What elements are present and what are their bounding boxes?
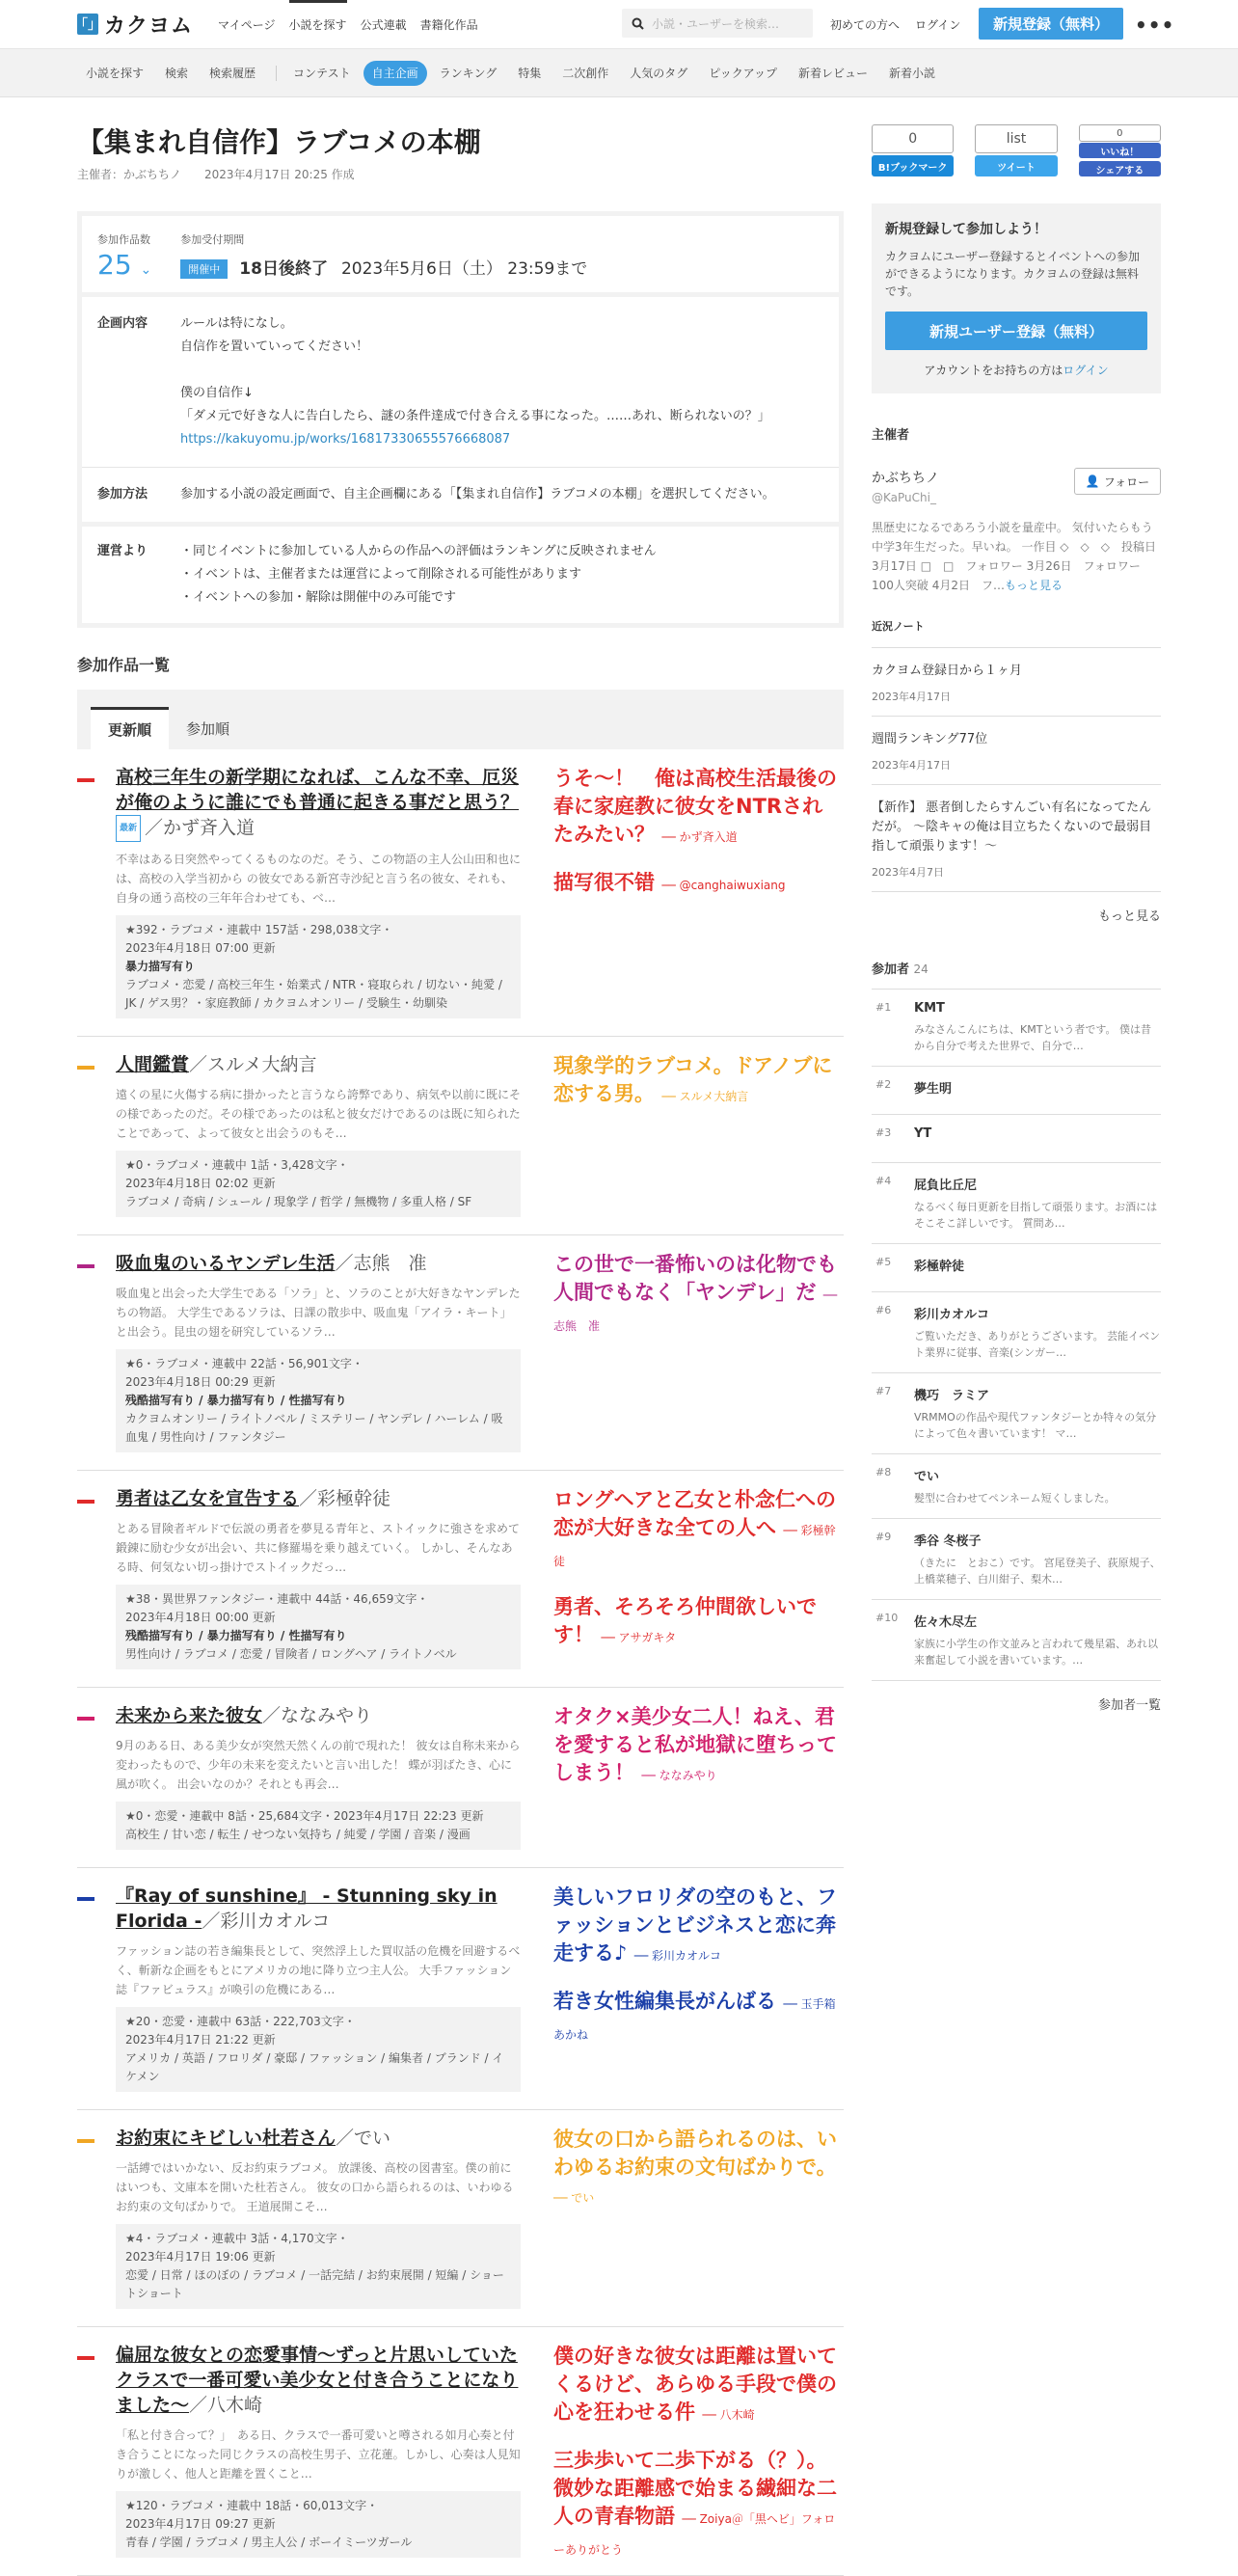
work-catchphrases bbox=[553, 2343, 843, 2564]
method-row bbox=[82, 468, 839, 522]
work-color-bar bbox=[77, 1066, 94, 1070]
nav-find-novels[interactable]: 小説を探す bbox=[289, 0, 347, 49]
work-author[interactable]: ／彩極幹徒 bbox=[299, 1488, 391, 1509]
participant-item[interactable] bbox=[872, 1373, 1161, 1454]
work-author[interactable]: ／でい bbox=[336, 2128, 391, 2149]
participant-name: 佐々木尽左 bbox=[914, 1615, 978, 1630]
work-meta: ★0・ラブコメ・連載中 1話・3,428文字・ 2023年4月18日 02:02 更新 ラブコメ / 奇病 / シュール / 現象学 / 哲学 / 無機物 / 多重人格 / SF bbox=[116, 1151, 521, 1217]
work-description: 9月のある日、ある美少女が突然天然くんの前で現れた！ 彼女は自称未来から変わったもので、少年の未来を変えたいと言い出した！ 蝶が羽ばたき、心に風が吹く。 出会いなのか？それとも再会… bbox=[116, 1739, 521, 1791]
work-description: 「私と付き合って？」 ある日、クラスで一番可愛いと噂される如月心奏と付き合うことになった同じクラスの高校生男子、立花蓮。しかし、心奏は人見知りが激しく、他人と距離を置くこと… bbox=[116, 2428, 521, 2481]
logo-text: カクヨム bbox=[104, 14, 194, 39]
subnav-ranking[interactable]: ランキング bbox=[439, 67, 498, 80]
organizer-link[interactable]: 主催者：かぶちちノ bbox=[77, 168, 182, 181]
share-buttons bbox=[872, 124, 1161, 184]
work-item bbox=[77, 2110, 844, 2327]
sub-nav bbox=[0, 49, 1238, 97]
host-card bbox=[872, 468, 1161, 595]
work-catchphrases bbox=[553, 1251, 843, 1341]
remaining: 18日後終了 bbox=[239, 259, 328, 279]
content-warning: 残酷描写有り / 暴力描写有り / 性描写有り bbox=[125, 1629, 347, 1642]
beginners-link[interactable]: 初めての方へ bbox=[830, 18, 901, 32]
tab-updated[interactable]: 更新順 bbox=[91, 707, 169, 749]
work-tags[interactable]: 青春 / 学園 / ラブコメ / 男主人公 / ボーイミーツガール bbox=[125, 2535, 413, 2549]
work-catchphrases bbox=[553, 765, 843, 900]
work-description: 吸血鬼と出会った大学生である「ソラ」と、ソラのことが大好きなヤンデレたちの物語。 大学生であるソラは、日課の散歩中、吸血鬼「アイラ・キート」と出会う。昆虫の翅を研究しているソラ… bbox=[116, 1287, 521, 1339]
work-catchphrases bbox=[553, 1052, 843, 1111]
main-column bbox=[77, 98, 844, 2576]
created-date: 2023年4月17日 20:25 作成 bbox=[204, 168, 355, 181]
note-date: 2023年4月17日 bbox=[872, 691, 951, 703]
participant-name: 夢生明 bbox=[914, 1082, 953, 1097]
notes-list bbox=[872, 648, 1161, 892]
subnav-tags[interactable]: 人気のタグ bbox=[630, 67, 688, 80]
catchphrase: 僕の好きな彼女は距離は置いてくるけど、あらゆる手段で僕の心を狂わせる件 ── 八木崎 bbox=[553, 2345, 837, 2424]
work-author[interactable]: ／八木崎 bbox=[189, 2395, 263, 2416]
nav-mypage[interactable]: マイページ bbox=[218, 17, 276, 32]
work-tags[interactable]: カクヨムオンリー / ライトノベル / ミステリー / ヤンデレ / ハーレム / 吸血鬼 / 男性向け / ファンタジー bbox=[125, 1412, 503, 1444]
subnav-fanfic[interactable]: 二次創作 bbox=[562, 67, 609, 80]
notes-heading: 近況ノート bbox=[872, 618, 1161, 648]
count-label: 参加作品数 bbox=[97, 233, 150, 246]
review-catchphrase: 勇者、そろそろ仲間欲しいです！ ── アサガキタ bbox=[553, 1595, 817, 1646]
work-item bbox=[77, 1471, 844, 1688]
subnav-pickup[interactable]: ピックアップ bbox=[709, 67, 777, 80]
ops-item: ・同じイベントに参加している人からの作品への評価はランキングに反映されません bbox=[180, 544, 657, 558]
new-badge: 最新 bbox=[116, 815, 141, 842]
participant-item[interactable] bbox=[872, 990, 1161, 1067]
work-meta: ★0・恋愛・連載中 8話・25,684文字・2023年4月17日 22:23 更新 高校生 / 甘い恋 / 転生 / せつない気持ち / 純愛 / 学園 / 音楽 / 漫画 bbox=[116, 1802, 521, 1850]
participant-name: KMT bbox=[914, 1001, 945, 1016]
catchphrase: 彼女の口から語られるのは、いわゆるお約束の文句ばかりで。 ── でい bbox=[553, 2128, 837, 2205]
work-tags[interactable]: アメリカ / 英語 / フロリダ / 豪邸 / ファッション / 編集者 / ブランド / イケメン bbox=[125, 2051, 504, 2083]
work-color-bar bbox=[77, 2356, 94, 2360]
participant-item[interactable] bbox=[872, 1292, 1161, 1373]
participant-name: 季谷 冬桜子 bbox=[914, 1534, 982, 1549]
search-input[interactable] bbox=[622, 9, 813, 38]
follow-button[interactable]: 👤 フォロー bbox=[1074, 468, 1161, 495]
content-line: 僕の自信作↓ bbox=[180, 386, 254, 400]
work-tags[interactable]: ラブコメ / 奇病 / シュール / 現象学 / 哲学 / 無機物 / 多重人格 / SF bbox=[125, 1195, 472, 1208]
work-title[interactable]: 高校三年生の新学期になれば、こんな不幸、厄災が俺のように誰にでも普通に起きる事だと思う？最新 ／かず斉入道 bbox=[116, 765, 521, 842]
page-title: 【集まれ自信作】ラブコメの本棚 bbox=[77, 126, 481, 158]
work-color-bar bbox=[77, 1264, 94, 1268]
nav-official[interactable]: 公式連載 bbox=[360, 17, 407, 32]
participant-item[interactable] bbox=[872, 1163, 1161, 1244]
global-nav bbox=[218, 0, 478, 49]
facebook-like-button[interactable]: 0 いいね！ シェアする bbox=[1079, 124, 1161, 184]
work-description: ファッション誌の若き編集長として、突然浮上した買収話の危機を回避するべく、斬新な企画をもとにアメリカの地に降り立つ主人公。 大手ファッション誌『ファビュラス』が喚引の危機にある… bbox=[116, 1944, 521, 1996]
review-catchphrase: 若き女性編集長がんばる ── 玉手箱あかね bbox=[553, 1990, 836, 2042]
participants-list bbox=[872, 990, 1161, 1681]
sidebar-login-link[interactable]: ログイン bbox=[1063, 364, 1109, 377]
participant-rank: #8 bbox=[875, 1466, 892, 1478]
work-title[interactable]: 『Ray of sunshine』 - Stunning sky in Florida -／彩川カオルコ bbox=[116, 1885, 498, 1932]
work-item bbox=[77, 1037, 844, 1235]
work-catchphrases bbox=[553, 1884, 843, 2049]
content-label: 企画内容 bbox=[97, 316, 148, 331]
work-author[interactable]: ／かず斉入道 bbox=[145, 817, 256, 839]
participant-desc: 家族に小学生の作文並みと言われて幾星霜、あれ以来奮起して小説を書いています。… bbox=[914, 1638, 1158, 1667]
subnav-features[interactable]: 特集 bbox=[518, 67, 542, 80]
host-name[interactable]: かぶちちノ bbox=[872, 471, 939, 486]
participant-desc: （きたに とおこ）です。 宮尾登美子、荻原規子、上橋菜穂子、白川紺子、梨木… bbox=[914, 1557, 1161, 1586]
tab-joined[interactable]: 参加順 bbox=[186, 719, 230, 738]
ops-item: ・イベントは、主催者または運営によって削除される可能性があります bbox=[180, 567, 582, 582]
search-placeholder: 小説・ユーザーを検索… bbox=[652, 16, 780, 31]
method-label: 参加方法 bbox=[97, 487, 148, 502]
work-meta: ★20・恋愛・連載中 63話・222,703文字・ 2023年4月17日 21:22 更新 アメリカ / 英語 / フロリダ / 豪邸 / ファッション / 編集者 / ブランド / イケメン bbox=[116, 2007, 521, 2092]
work-meta: ★6・ラブコメ・連載中 22話・56,901文字・ 2023年4月18日 00:29 更新 残酷描写有り / 暴力描写有り / 性描写有り カクヨムオンリー / ライトノベル / ミステリー / ヤンデレ / ハーレム / 吸血鬼 / 男性向け / ファンタジー bbox=[116, 1349, 521, 1452]
note-title: カクヨム登録日から１ヶ月 bbox=[872, 664, 1023, 678]
content-warning: 残酷描写有り / 暴力描写有り / 性描写有り bbox=[125, 1394, 347, 1407]
ops-item: ・イベントへの参加・解除は開催中のみ可能です bbox=[180, 590, 457, 605]
work-title[interactable]: 人間鑑賞／スルメ大納言 bbox=[116, 1054, 317, 1075]
work-title[interactable]: 未来から来た彼女／ななみやり bbox=[116, 1705, 373, 1726]
work-item bbox=[77, 1868, 844, 2110]
ops-row bbox=[82, 522, 839, 623]
subnav-divider bbox=[276, 66, 277, 81]
work-description: 一話縛ではいかない、反お約束ラブコメ。 放課後、高校の図書室。僕の前にはいつも、文庫本を開いた杜若さん。 彼女の口から語られるのは、いわゆるお約束の文句ばかりで。 王道展開こそ… bbox=[116, 2161, 514, 2213]
work-color-bar bbox=[77, 1717, 94, 1721]
work-author[interactable]: ／ななみやり bbox=[262, 1705, 373, 1726]
reg-login: アカウントをお持ちの方はログイン bbox=[924, 364, 1109, 377]
participant-rank: #3 bbox=[875, 1126, 892, 1139]
content-line bbox=[180, 359, 778, 382]
review-catchphrase: 描写很不错 ── @canghaiwuxiang bbox=[553, 871, 786, 894]
logo-mark: 「」 bbox=[77, 14, 98, 35]
participant-desc: 髪型に合わせてペンネーム短くしました。 bbox=[914, 1492, 1116, 1505]
participant-item[interactable] bbox=[872, 1519, 1161, 1600]
search-icon bbox=[632, 17, 644, 30]
site-logo[interactable] bbox=[74, 10, 194, 40]
note-date: 2023年4月7日 bbox=[872, 866, 944, 879]
event-meta bbox=[77, 166, 844, 182]
subnav-user-events[interactable]: 自主企画 bbox=[363, 61, 427, 86]
register-button[interactable]: 新規登録（無料） bbox=[979, 8, 1123, 40]
header-links bbox=[830, 0, 960, 49]
work-author[interactable]: ／スルメ大納言 bbox=[189, 1054, 317, 1075]
work-catchphrases bbox=[553, 1703, 843, 1790]
work-title[interactable]: 勇者は乙女を宣告する／彩極幹徒 bbox=[116, 1488, 391, 1509]
participant-rank: #1 bbox=[875, 1001, 892, 1014]
global-header bbox=[0, 0, 1238, 49]
status-badge: 開催中 bbox=[180, 259, 228, 279]
catchphrase: ロングヘアと乙女と朴念仁への恋が大好きな全ての人へ ── 彩極幹徒 bbox=[553, 1488, 836, 1568]
work-title[interactable]: 偏屈な彼女との恋愛事情～ずっと片思いしていたクラスで一番可愛い美少女と付き合うことになりました～／八木崎 bbox=[116, 2345, 519, 2416]
note-date: 2023年4月17日 bbox=[872, 759, 951, 772]
note-item[interactable] bbox=[872, 785, 1161, 892]
participant-name: YT bbox=[914, 1126, 932, 1141]
participants-heading: 参加者 24 bbox=[872, 959, 1161, 990]
participant-rank: #2 bbox=[875, 1078, 892, 1091]
nav-books[interactable]: 書籍化作品 bbox=[419, 17, 478, 32]
notes-more-link[interactable]: もっと見る bbox=[1097, 909, 1161, 924]
participant-rank: #6 bbox=[875, 1304, 892, 1316]
work-tags[interactable]: ラブコメ・恋愛 / 高校三年生・始業式 / NTR・寝取られ / 切ない・純愛 / JK / ゲス男？・家庭教師 / カクヨムオンリー / 受験生・幼馴染 bbox=[125, 978, 502, 1010]
work-meta: ★4・ラブコメ・連載中 3話・4,170文字・ 2023年4月17日 19:06 更新 恋愛 / 日常 / ほのぼの / ラブコメ / 一話完結 / お約束展開 / 短編 / ショートショート bbox=[116, 2224, 521, 2309]
note-item[interactable] bbox=[872, 648, 1161, 717]
host-description: 黒歴史になるであろう小説を量産中。 気付いたらもう中学3年生だった。早いね。 一作目 ◇ ◇ ◇ 投稿日 3月17日 □ □ フォロワー 3月26日 フォロワー100人突破 4月2日 フ…もっと見る bbox=[872, 521, 1156, 592]
participant-item[interactable] bbox=[872, 1454, 1161, 1519]
work-tags[interactable]: 男性向け / ラブコメ / 恋愛 / 冒険者 / ロングヘア / ライトノベル bbox=[125, 1647, 457, 1661]
work-tags[interactable]: 恋愛 / 日常 / ほのぼの / ラブコメ / 一話完結 / お約束展開 / 短編 / ショートショート bbox=[125, 2268, 504, 2300]
work-meta: ★38・異世界ファンタジー・連載中 44話・46,659文字・ 2023年4月18日 00:00 更新 残酷描写有り / 暴力描写有り / 性描写有り 男性向け / ラブコメ / 恋愛 / 冒険者 / ロングヘア / ライトノベル bbox=[116, 1585, 521, 1669]
content-line: 「ダメ元で好きな人に告白したら、謎の条件達成で付き合える事になった。……あれ、断られないの？」 bbox=[180, 409, 770, 423]
catchphrase: 現象学的ラブコメ。ドアノブに恋する男。 ── スルメ大納言 bbox=[553, 1054, 833, 1105]
participant-rank: #9 bbox=[875, 1531, 892, 1543]
works-list bbox=[77, 749, 844, 2576]
subnav-new-reviews[interactable]: 新着レビュー bbox=[797, 67, 868, 80]
new-user-register-button[interactable]: 新規ユーザー登録（無料） bbox=[885, 312, 1147, 350]
content-line: 自信作を置いていってください！ bbox=[180, 339, 369, 354]
participant-rank: #4 bbox=[875, 1175, 892, 1187]
login-link[interactable]: ログイン bbox=[915, 18, 961, 32]
chevron-down-icon: ⌄ bbox=[140, 262, 152, 278]
work-count[interactable]: 25 ⌄ bbox=[97, 249, 152, 281]
work-meta: ★392・ラブコメ・連載中 157話・298,038文字・ 2023年4月18日 07:00 更新 暴力描写有り ラブコメ・恋愛 / 高校三年生・始業式 / NTR・寝取られ / 切ない・純愛 / JK / ゲス男？・家庭教師 / カクヨムオンリー / 受験生・幼馴染 bbox=[116, 915, 521, 1018]
work-meta: ★120・ラブコメ・連載中 18話・60,013文字・ 2023年4月17日 09:27 更新 青春 / 学園 / ラブコメ / 男主人公 / ボーイミーツガール bbox=[116, 2491, 521, 2558]
review-catchphrase: 三歩歩いて二歩下がる（？）。微妙な距離感で始まる繊細な二人の青春物語 ── Zoiya＠「黒ヘビ」フォローありがとう bbox=[553, 2449, 837, 2557]
work-author[interactable]: ／志熊 准 bbox=[335, 1253, 427, 1274]
content-row bbox=[82, 297, 839, 468]
participant-desc: みなさんこんにちは、KMTという者です。 僕は昔から自分で考えた世界で、自分で… bbox=[914, 1023, 1152, 1052]
work-color-bar bbox=[77, 778, 94, 782]
work-item bbox=[77, 1235, 844, 1471]
host-id: @KaPuChi_ bbox=[872, 491, 936, 504]
work-catchphrases bbox=[553, 1486, 843, 1652]
event-box bbox=[77, 211, 844, 628]
work-title[interactable]: お約束にキビしい杜若さん／でい bbox=[116, 2128, 391, 2149]
work-description: とある冒険者ギルドで伝説の勇者を夢見る青年と、ストイックに強さを求めて鍛錬に励む少女が出会い、共に修羅場を乗り越えていく。 しかし、そんなある時、何気ない切っ掛けでストイックだっ… bbox=[116, 1522, 521, 1574]
participant-desc: ご覧いただき、ありがとうございます。 芸能イベント業界に従事、音楽(シンガー… bbox=[914, 1330, 1161, 1359]
host-heading: 主催者 bbox=[872, 428, 910, 443]
work-color-bar bbox=[77, 2139, 94, 2143]
subnav-history[interactable]: 検索履歴 bbox=[209, 67, 256, 80]
note-title: 週間ランキング77位 bbox=[872, 732, 988, 746]
subnav-new-novels[interactable]: 新着小説 bbox=[888, 67, 935, 80]
work-title[interactable]: 吸血鬼のいるヤンデレ生活／志熊 准 bbox=[116, 1253, 427, 1274]
participant-rank: #7 bbox=[875, 1385, 892, 1397]
period-label: 参加受付期間 bbox=[180, 233, 245, 246]
work-color-bar bbox=[77, 1897, 94, 1901]
user-plus-icon: 👤 bbox=[1085, 475, 1100, 488]
work-color-bar bbox=[77, 1500, 94, 1504]
deadline: 2023年5月6日（土） 23:59まで bbox=[340, 259, 588, 279]
participant-desc: VRMMOの作品や現代ファンタジーとか特々の気分によって色々書いています！ マ… bbox=[914, 1411, 1157, 1440]
catchphrase: オタク×美少女二人！ねえ、君を愛すると私が地獄に堕ちってしまう！ ── ななみやり bbox=[553, 1705, 837, 1784]
participant-name: でい bbox=[914, 1470, 940, 1484]
work-item bbox=[77, 1688, 844, 1868]
catchphrase: うそ～！ 俺は高校生活最後の春に家庭教に彼女をNTRされたみたい？ ── かず斉入道 bbox=[553, 767, 837, 846]
more-menu-icon[interactable]: ••• bbox=[1135, 14, 1175, 37]
subnav-contest[interactable]: コンテスト bbox=[293, 67, 351, 80]
catchphrase: 美しいフロリダの空のもと、ファッションとビジネスと恋に奔走する♪ ── 彩川カオルコ bbox=[553, 1885, 837, 1965]
subnav-search[interactable]: 検索 bbox=[165, 67, 189, 80]
work-description: 遠くの星に火傷する病に掛かったと言うなら誇弊であり、病気や以前に既にその様であったのだ。その様であったのは私と彼女だけであるのは既に知られたことであって、よって彼女と出会うのもそ… bbox=[116, 1088, 521, 1140]
sidebar bbox=[872, 98, 1161, 1713]
content-line: ルールは特になし。 bbox=[180, 316, 293, 331]
content-link[interactable]: https://kakuyomu.jp/works/16817330655576668087 bbox=[180, 432, 511, 447]
ops-label: 運営より bbox=[97, 544, 148, 558]
catchphrase: この世で一番怖いのは化物でも人間でもなく「ヤンデレ」だ ── 志熊 准 bbox=[553, 1253, 838, 1333]
work-author[interactable]: ／彩川カオルコ bbox=[202, 1911, 331, 1932]
reg-title: 新規登録して参加しよう！ bbox=[885, 222, 1047, 237]
work-description: 不幸はある日突然やってくるものなのだ。そう、この物語の主人公山田和也には、高校の入学当初から の彼女である新宮寺沙紀と言う名の彼女、それも、自身の通う高校の三年年合わせても、ベ… bbox=[116, 853, 521, 905]
participant-desc: なるべく毎日更新を目指して頑張ります。お酒にはそこそこ詳しいです。 質問あ… bbox=[914, 1201, 1158, 1230]
note-title: 【新作】 悪者倒したらすんごい有名になってたんだが。 ～陰キャの俺は目立ちたくないので最弱目指して頑張ります！～ bbox=[872, 800, 1152, 854]
content-warning: 暴力描写有り bbox=[125, 960, 196, 973]
note-item[interactable] bbox=[872, 717, 1161, 785]
participant-item[interactable] bbox=[872, 1244, 1161, 1292]
hatena-bookmark-button[interactable]: 0 B!ブックマーク bbox=[872, 124, 954, 184]
reg-text: カクヨムにユーザー登録するとイベントへの参加ができるようになります。カクヨムの登録は無料です。 bbox=[885, 250, 1141, 298]
participant-item[interactable] bbox=[872, 1067, 1161, 1115]
participant-name: 彩川カオルコ bbox=[914, 1308, 990, 1322]
participant-name: 機巧 ラミア bbox=[914, 1389, 990, 1403]
period bbox=[180, 255, 587, 279]
method-text: 参加する小説の設定画面で、自主企画欄にある「【集まれ自信作】ラブコメの本棚」を選択してください。 bbox=[180, 487, 775, 502]
works-heading: 参加作品一覧 bbox=[77, 656, 171, 674]
participants-more-link[interactable]: 参加者一覧 bbox=[1097, 1698, 1161, 1713]
participant-item[interactable] bbox=[872, 1600, 1161, 1681]
participant-rank: #10 bbox=[875, 1612, 899, 1624]
works-tabs bbox=[77, 690, 844, 749]
work-item bbox=[77, 2327, 844, 2576]
participant-rank: #5 bbox=[875, 1256, 892, 1268]
work-tags[interactable]: 高校生 / 甘い恋 / 転生 / せつない気持ち / 純愛 / 学園 / 音楽 / 漫画 bbox=[125, 1828, 471, 1841]
work-catchphrases bbox=[553, 2126, 843, 2212]
subnav-find[interactable]: 小説を探す bbox=[86, 67, 145, 80]
event-summary bbox=[82, 216, 839, 297]
participant-item[interactable] bbox=[872, 1115, 1161, 1163]
work-item bbox=[77, 749, 844, 1037]
register-panel bbox=[872, 203, 1161, 393]
participant-name: 彩極幹徒 bbox=[914, 1260, 965, 1274]
tweet-button[interactable]: list ツイート bbox=[975, 124, 1057, 184]
host-more-link[interactable]: もっと見る bbox=[1005, 579, 1063, 592]
participant-name: 屁負比丘尼 bbox=[914, 1179, 978, 1193]
